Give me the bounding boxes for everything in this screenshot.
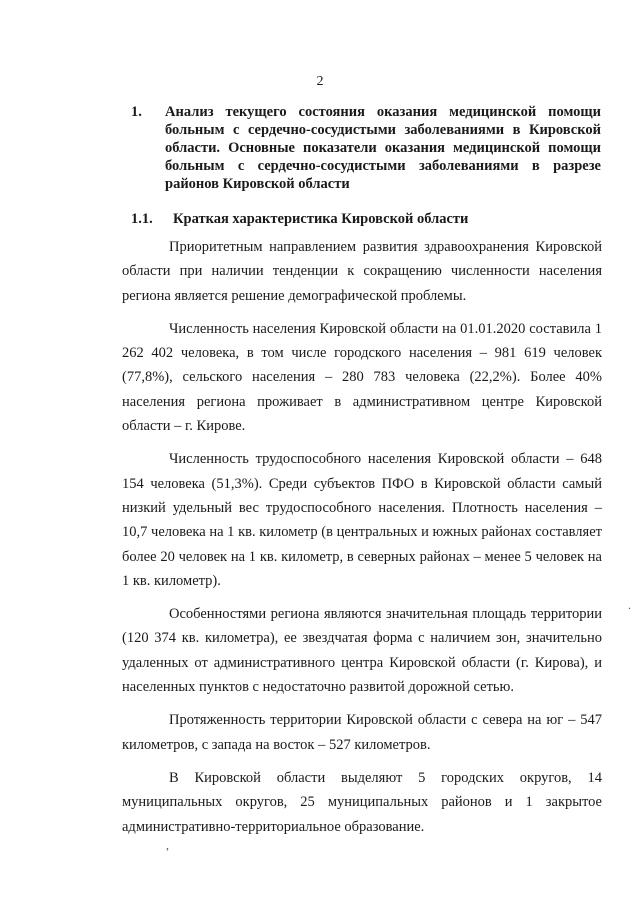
subsection-number: 1.1. [131,211,153,227]
page-number: 2 [316,74,324,89]
scan-speck: , [166,838,169,852]
subsection-title: Краткая характеристика Кировской области [173,211,469,227]
section-heading [131,103,601,193]
paragraph-territory-extent: Протяженность территории Кировской области с севера на юг – 547 километров, с запада на восток – 527 километров. [122,712,602,753]
body-text [122,235,602,848]
scan-speck: . [628,598,631,612]
paragraph-priority: Приоритетным направлением развития здравоохранения Кировской области при наличии тенденции к сокращению численности населения региона является решение демографической проблемы. [122,239,602,304]
subsection-heading [131,211,601,228]
paragraph-region-features: Особенностями региона являются значительная площадь территории (120 374 кв. километра), ее звездчатая форма с наличием зон, значительно удаленных от административного центра Кировской области (г. Кирова), и населенных пунктов с недостаточно развитой дорожной сетью. [122,606,602,696]
paragraph-population: Численность населения Кировской области на 01.01.2020 составила 1 262 402 человека, в том числе городского населения – 981 619 человек (77,8%), сельского населения – 280 783 человека (22,2%). Более 40% населения региона проживает в административном центре Кировской области – г. Кирове. [122,320,602,435]
section-title: Анализ текущего состояния оказания медицинской помощи больным с сердечно-сосудистыми заболеваниями в Кировской области. Основные показатели оказания медицинской помощи больным с сердечно-сосудистыми заболеваниями в разрезе районов Кировской области [165,104,601,192]
paragraph-municipalities: В Кировской области выделяют 5 городских округов, 14 муниципальных округов, 25 муниципальных районов и 1 закрытое административно-территориальное образование. [122,769,602,835]
paragraph-working-population: Численность трудоспособного населения Кировской области – 648 154 человека (51,3%). Среди субъектов ПФО в Кировской области самый низкий удельный вес трудоспособного населения. Плотность населения – 10,7 человека на 1 кв. километр (в центральных и южных районах составляет более 20 человек на 1 кв. километр, в северных районах – менее 5 человек на 1 кв. километр). [122,451,602,589]
section-number: 1. [131,104,142,120]
